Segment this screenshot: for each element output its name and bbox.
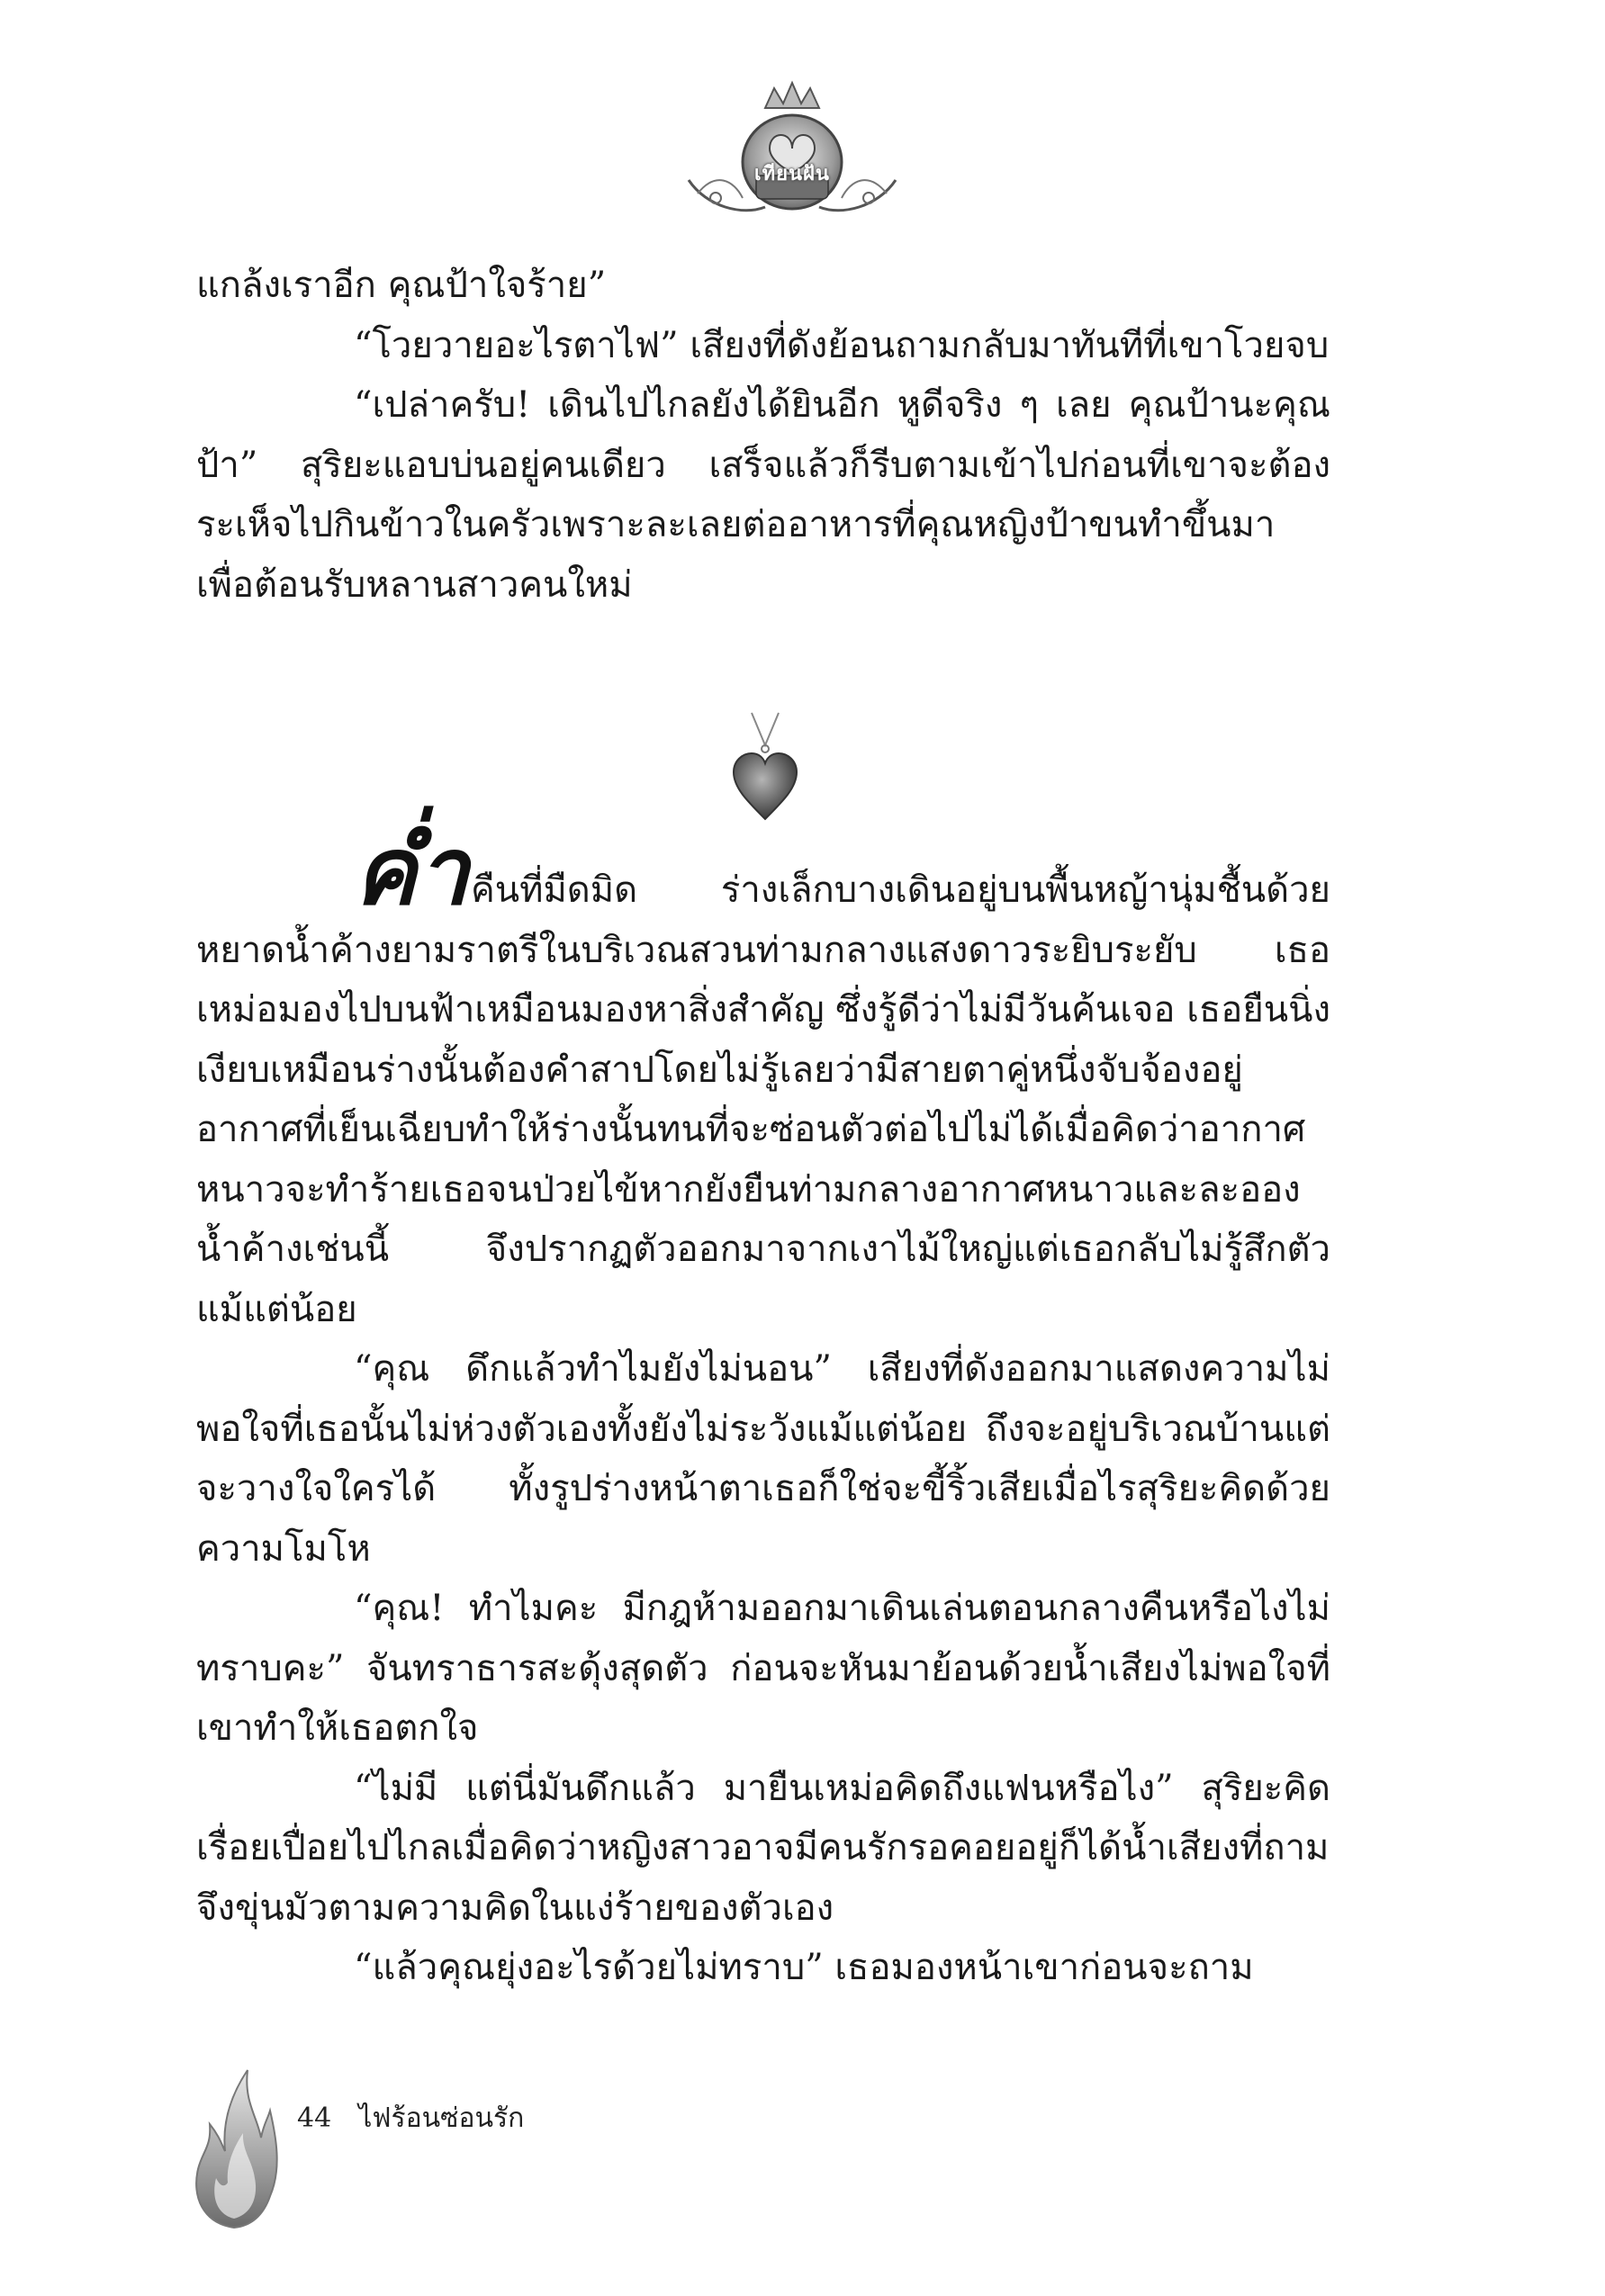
page-footer [297, 2097, 524, 2139]
paragraph: “เปล่าครับ! เดินไปไกลยังได้ยินอีก หูดีจริง ๆ เลย คุณป้านะคุณป้า” สุริยะแอบบ่นอยู่คนเดียว เสร็จแล้วก็รีบตามเข้าไปก่อนที่เขาจะต้องระเห็จไปกินข้าวในครัวเพราะละเลยต่ออาหารที่คุณหญิงป้าขนทำขึ้นมาเพื่อต้อนรับหลานสาวคนใหม่ [196, 384, 1330, 606]
paragraph: “โวยวายอะไรตาไฟ” เสียงที่ดังย้อนถามกลับมาทันทีที่เขาโวยจบ [354, 324, 1330, 366]
publisher-emblem [680, 72, 905, 230]
emblem-text: เทียนฝัน [754, 163, 830, 185]
emblem-ornament-icon [680, 72, 905, 230]
text-block-top [196, 256, 1330, 615]
heart-pendant-icon [720, 711, 810, 824]
paragraph: “คุณ ดึกแล้วทำไมยังไม่นอน” เสียงที่ดังออกมาแสดงความไม่พอใจที่เธอนั้นไม่ห่วงตัวเองทั้งยังไม่ระวังแม้แต่น้อย ถึงจะอยู่บริเวณบ้านแต่จะวางใจใครได้ ทั้งรูปร่างหน้าตาเธอก็ใช่จะขี้ริ้วเสียเมื่อไรสุริยะคิดด้วยความโมโห [196, 1348, 1330, 1570]
drop-cap: ค่ำ [354, 816, 469, 926]
flame-icon [185, 2061, 284, 2232]
paragraph: “ไม่มี แต่นี่มันดึกแล้ว มายืนเหม่อคิดถึงแฟนหรือไง” สุริยะคิดเรื่อยเปื่อยไปไกลเมื่อคิดว่าหญิงสาวอาจมีคนรักรอคอยอยู่ก็ได้น้ำเสียงที่ถามจึงขุ่นมัวตามความคิดในแง่ร้ายของตัวเอง [196, 1767, 1330, 1929]
opening-paragraph [196, 816, 1330, 1339]
paragraph: “คุณ! ทำไมคะ มีกฎห้ามออกมาเดินเล่นตอนกลางคืนหรือไงไม่ทราบคะ” จันทราธารสะดุ้งสุดตัว ก่อนจะหันมาย้อนด้วยน้ำเสียงไม่พอใจที่เขาทำให้เธอตกใจ [196, 1588, 1330, 1749]
opening-paragraph-text: คืนที่มืดมิด ร่างเล็กบางเดินอยู่บนพื้นหญ้านุ่มชื้นด้วยหยาดน้ำค้างยามราตรีในบริเวณสวนท่ามกลางแสงดาวระยิบระยับ เธอเหม่อมองไปบนฟ้าเหมือนมองหาสิ่งสำคัญ ซึ่งรู้ดีว่าไม่มีวันค้นเจอ เธอยืนนิ่งเงียบเหมือนร่างนั้นต้องคำสาปโดยไม่รู้เลยว่ามีสายตาคู่หนึ่งจับจ้องอยู่ อากาศที่เย็นเฉียบทำให้ร่างนั้นทนที่จะซ่อนตัวต่อไปไม่ได้เมื่อคิดว่าอากาศหนาวจะทำร้ายเธอจนป่วยไข้หากยังยืนท่ามกลางอากาศหนาวและละอองน้ำค้างเช่นนี้ จึงปรากฏตัวออกมาจากเงาไม้ใหญ่แต่เธอกลับไม่รู้สึกตัวแม้แต่น้อย [196, 869, 1330, 1330]
book-title: ไฟร้อนซ่อนรัก [358, 2102, 525, 2134]
text-block-main [196, 816, 1330, 1998]
paragraph: “แล้วคุณยุ่งอะไรด้วยไม่ทราบ” เธอมองหน้าเขาก่อนจะถาม [354, 1947, 1254, 1988]
page-number: 44 [297, 2102, 332, 2134]
paragraph: แกล้งเราอีก คุณป้าใจร้าย” [196, 265, 607, 306]
